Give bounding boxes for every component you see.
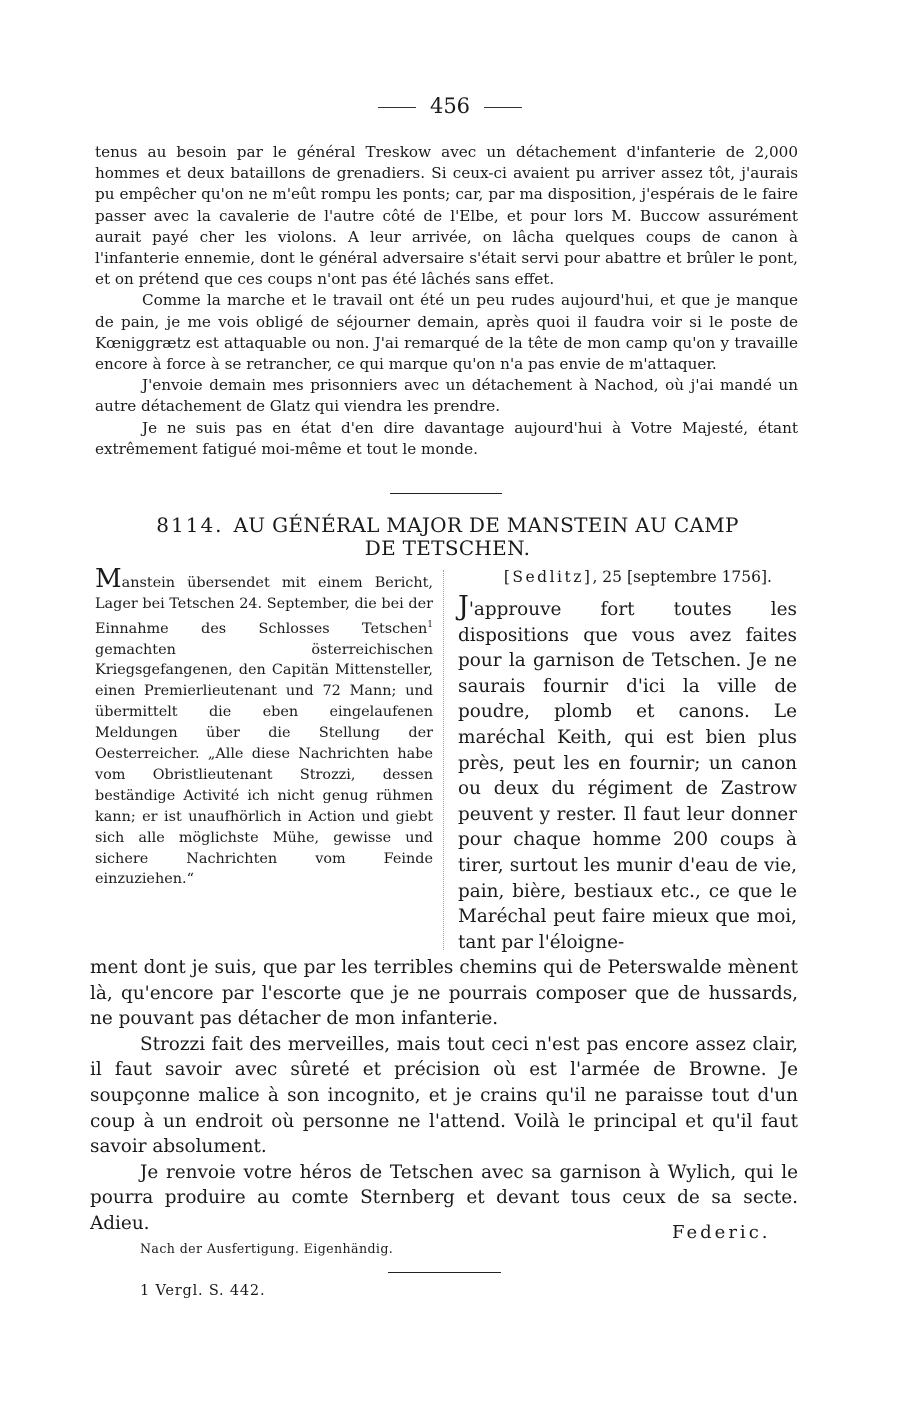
footnote: [140, 1283, 265, 1299]
footnote-reference: 1: [427, 619, 433, 630]
letter-summary: [95, 566, 433, 890]
top-text-block: [95, 142, 798, 460]
letter-title-line-2: DE TETSCHEN.: [364, 536, 531, 560]
source-note: Nach der Ausfertigung. Eigenhändig.: [140, 1241, 394, 1256]
letter-heading: [95, 514, 800, 560]
summary-text-continued: gemachten österreichischen Kriegsgefangenen, den Capitän Mittensteller, einen Premierlieutenant und 72 Mann; und übermittelt die eben eingelaufenen Meldungen über die Stellung der Oesterreicher. „Alle diese Nachrichten habe vom Obristlieutenant Strozzi, dessen beständige Activité ich nicht genug rühmen kann; er ist unaufhörlich in Action und giebt sich alle möglichste Mühe, gewisse und sichere Nachrichten vom Feinde einzuziehen.“: [95, 641, 433, 888]
letter-body-column: [458, 593, 797, 955]
letter-number: 8114.: [156, 513, 224, 537]
dateline: [460, 568, 772, 586]
section-divider: [390, 493, 502, 494]
summary-text: anstein übersendet mit einem Bericht, Lager bei Tetschen 24. September, die bei der Einnahme des Schlosses Tetschen: [95, 575, 433, 637]
letter-body-continued: [90, 955, 798, 1237]
summary-initial: M: [95, 564, 122, 594]
dateline-place: [Sedlitz]: [503, 568, 593, 586]
signature: Federic.: [672, 1222, 771, 1243]
page-number: 456: [0, 94, 900, 118]
letter-title-line-1: AU GÉNÉRAL MAJOR DE MANSTEIN AU CAMP: [233, 513, 739, 537]
dateline-date: , 25 [septembre 1756].: [592, 568, 772, 586]
body-initial: J: [458, 591, 469, 622]
footnote-text: Vergl. S. 442.: [155, 1283, 266, 1299]
footnote-marker: 1: [140, 1283, 151, 1299]
body-paragraph: Je renvoie votre héros de Tetschen avec sa garnison à Wylich, qui le pourra produire au comte Sternberg et devant tous ceux de sa secte. Adieu.: [90, 1161, 798, 1234]
body-paragraph: ment dont je suis, que par les terribles chemins qui de Peterswalde mènent là, qu'encore par l'escorte que je ne pourrais composer que de hussards, ne pouvant pas détacher de mon infanterie.: [90, 957, 798, 1030]
column-separator: [443, 570, 444, 950]
paragraph: J'envoie demain mes prisonniers avec un détachement à Nachod, où j'ai mandé un autre détachement de Glatz qui viendra les prendre.: [95, 376, 798, 416]
folio-dash-left: [378, 107, 416, 108]
folio-dash-right: [484, 107, 522, 108]
paragraph: Je ne suis pas en état d'en dire davantage aujourd'hui à Votre Majesté, étant extrêmement fatigué moi-même et tout le monde.: [95, 418, 798, 458]
body-column-text: 'approuve fort toutes les dispositions que vous avez faites pour la garnison de Tetschen. Je ne saurais fournir d'ici la ville de poudre, plomb et canons. Le maréchal Keith, qui est bien plus près, peut les en fournir; un canon ou deux du régiment de Zastrow peuvent y rester. Il faut leur donner pour chaque homme 200 coups à tirer, surtout les munir d'eau de vie, pain, bière, bestiaux etc., ce que le Maréchal peut faire mieux que moi, tant par l'éloigne-: [458, 599, 797, 953]
footnote-divider: [388, 1272, 501, 1273]
body-paragraph: Strozzi fait des merveilles, mais tout ceci n'est pas encore assez clair, il faut savoir avec sûreté et précision où est l'armée de Browne. Je soupçonne malice à son incognito, et je crains qu'il ne paraisse tout d'un coup à un endroit où personne ne l'attend. Voilà le principal et qu'il faut savoir absolument.: [90, 1033, 798, 1158]
paragraph-continued: tenus au besoin par le général Treskow avec un détachement d'infanterie de 2,000 hommes et deux bataillons de grenadiers. Si ceux-ci avaient pu arriver assez tôt, j'aurais pu empêcher qu'on ne m'eût rompu les ponts; car, par ma disposition, j'espérais de le faire passer avec la cavalerie de l'autre côté de l'Elbe, et pour lors M. Buccow assurément aurait payé cher les violons. A leur arrivée, on lâcha quelques coups de canon à l'infanterie ennemie, dont le général adversaire s'était servi pour abattre et brûler le pont, et on prétend que ces coups n'ont pas été lâchés sans effet.: [95, 143, 798, 289]
paragraph: Comme la marche et le travail ont été un peu rudes aujourd'hui, et que je manque de pain, je me vois obligé de séjourner demain, après quoi il faudra voir si le poste de Kœniggrætz est attaquable ou non. J'ai remarqué de la tête de mon camp qu'on y travaille encore à force à se retrancher, ce qui marque qu'on n'a pas envie de m'attaquer.: [95, 291, 798, 374]
